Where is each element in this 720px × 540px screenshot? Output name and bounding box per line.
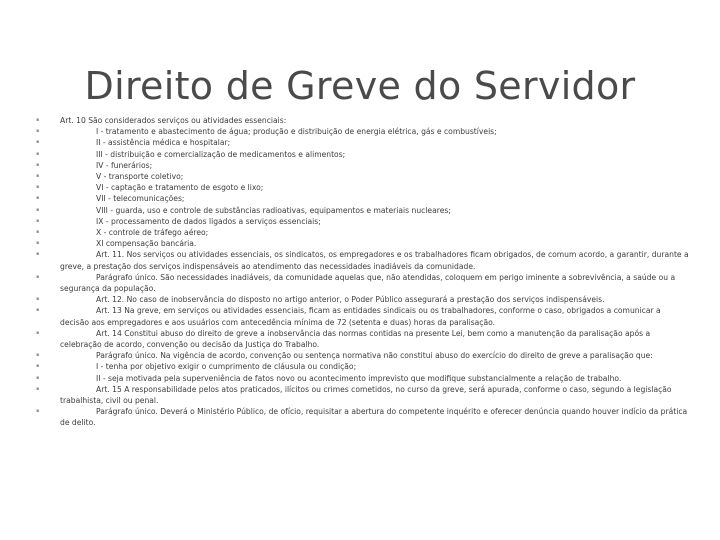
bullet-icon: ▪ (36, 273, 40, 280)
text-paragraph (36, 328, 690, 350)
text-paragraph (36, 294, 690, 305)
bullet-icon: ▪ (36, 128, 40, 135)
text-paragraph (36, 205, 690, 216)
bullet-icon: ▪ (36, 374, 40, 381)
text-paragraph (36, 171, 690, 182)
paragraph-text: III - distribuição e comercialização de medicamentos e alimentos; (96, 149, 346, 159)
paragraph-text: X - controle de tráfego aéreo; (96, 228, 209, 238)
paragraph-text: VI - captação e tratamento de esgoto e lixo; (96, 183, 264, 193)
bullet-icon: ▪ (36, 161, 40, 168)
bullet-icon: ▪ (36, 352, 40, 359)
text-paragraph (36, 115, 690, 126)
bullet-icon: ▪ (36, 229, 40, 236)
bullet-icon: ▪ (36, 150, 40, 157)
paragraph-text: Art. 14 Constitui abuso do direito de greve a inobservância das normas contidas na presente Lei, bem como a manutenção da paralisação após a celebração de acordo, convenção ou decisão da Justiça do Trabalho. (60, 328, 651, 350)
text-paragraph (36, 238, 690, 249)
bullet-icon: ▪ (36, 217, 40, 224)
slide-title: Direito de Greve do Servidor (84, 64, 636, 109)
text-paragraph (36, 227, 690, 238)
text-paragraph (36, 216, 690, 227)
text-paragraph (36, 137, 690, 148)
bullet-icon: ▪ (36, 206, 40, 213)
bullet-icon: ▪ (36, 329, 40, 336)
paragraph-text: Parágrafo único. Deverá o Ministério Público, de ofício, requisitar a abertura do competente inquérito e oferecer denúncia quando houver indício da prática de delito. (60, 407, 688, 428)
paragraph-text: XI compensação bancária. (96, 239, 197, 249)
paragraph-text: Art. 12. No caso de inobservância do disposto no artigo anterior, o Poder Público assegurará a prestação dos serviços indispensáveis. (96, 295, 605, 305)
text-paragraph (36, 384, 690, 406)
text-paragraph (36, 406, 690, 428)
text-paragraph (36, 373, 690, 384)
text-paragraph (36, 249, 690, 271)
text-paragraph (36, 126, 690, 137)
bullet-icon: ▪ (36, 408, 40, 415)
paragraph-text: Art. 13 Na greve, em serviços ou atividades essenciais, ficam as entidades sindicais ou os trabalhadores, conforme o caso, obrigados a comunicar a decisão aos empregadores e aos usuários com antecedência mínima de 72 (setenta e duas) horas da paralisação. (60, 306, 661, 327)
paragraph-text: VII - telecomunicações; (96, 194, 185, 204)
text-paragraph (36, 350, 690, 361)
paragraph-text: II - assistência médica e hospitalar; (96, 138, 231, 148)
paragraph-text: Parágrafo único. Na vigência de acordo, convenção ou sentença normativa não constitui abuso do exercício do direito de greve a paralisação que: (96, 351, 653, 361)
bullet-icon: ▪ (36, 385, 40, 392)
text-paragraph (36, 305, 690, 327)
text-paragraph (36, 182, 690, 193)
paragraph-text: IV - funerários; (96, 160, 153, 170)
text-paragraph (36, 149, 690, 160)
text-paragraph (36, 193, 690, 204)
bullet-icon: ▪ (36, 296, 40, 303)
paragraph-text: Art. 10 São considerados serviços ou atividades essenciais: (60, 116, 287, 125)
paragraph-text: II - seja motivada pela superveniência de fatos novo ou acontecimento imprevisto que modifique substancialmente a relação de trabalho. (96, 373, 622, 383)
bullet-icon: ▪ (36, 251, 40, 258)
paragraph-text: Parágrafo único. São necessidades inadiáveis, da comunidade aquelas que, não atendidas, coloquem em perigo iminente a sobrevivência, a saúde ou a segurança da população. (60, 272, 676, 294)
paragraph-text: Art. 15 A responsabilidade pelos atos praticados, ilícitos ou crimes cometidos, no curso da greve, será apurada, conforme o caso, segundo a legislação trabalhista, civil ou penal. (60, 384, 672, 406)
bullet-icon: ▪ (36, 139, 40, 146)
paragraph-text: VIII - guarda, uso e controle de substâncias radioativas, equipamentos e materiais nucleares; (96, 205, 451, 215)
paragraph-text: I - tratamento e abastecimento de água; produção e distribuição de energia elétrica, gás e combustíveis; (96, 127, 497, 137)
bullet-icon: ▪ (36, 363, 40, 370)
slide-body (36, 115, 690, 429)
bullet-icon: ▪ (36, 184, 40, 191)
text-paragraph (36, 272, 690, 294)
bullet-icon: ▪ (36, 240, 40, 247)
bullet-icon: ▪ (36, 307, 40, 314)
text-paragraph (36, 361, 690, 372)
text-paragraph (36, 160, 690, 171)
paragraph-text: Art. 11. Nos serviços ou atividades essenciais, os sindicatos, os empregadores e os trabalhadores ficam obrigados, de comum acordo, a garantir, durante a greve, a prestação dos serviços indispensáveis ao atendimento das necessidades inadiáveis da comunidade. (60, 250, 689, 271)
paragraph-text: I - tenha por objetivo exigir o cumprimento de cláusula ou condição; (96, 362, 357, 372)
bullet-icon: ▪ (36, 173, 40, 180)
bullet-icon: ▪ (36, 195, 40, 202)
paragraph-text: IX - processamento de dados ligados a serviços essenciais; (96, 216, 321, 226)
bullet-icon: ▪ (36, 117, 40, 123)
paragraph-text: V - transporte coletivo; (96, 172, 184, 182)
